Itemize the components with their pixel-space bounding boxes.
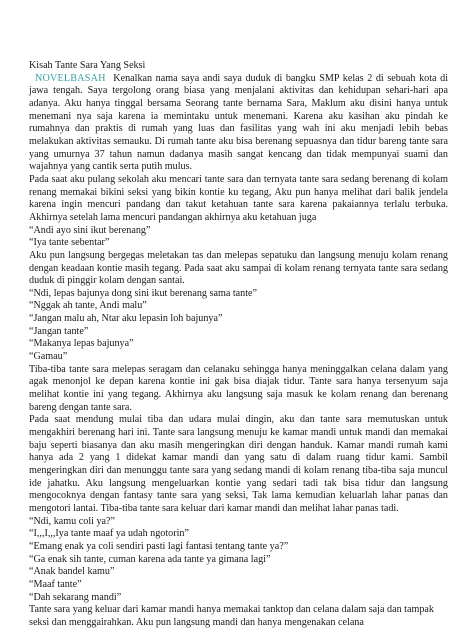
paragraph: “I,,,I,,,Iya tante maaf ya udah ngotorin” [29,528,189,540]
paragraph: “Dah sekarang mandi” [29,591,122,603]
paragraph: “Ndi, lepas bajunya dong sini ikut berenang sama tante” [29,287,258,299]
paragraph: “Makanya lepas bajunya” [29,338,134,350]
paragraph: Pada saat aku pulang sekolah aku mencari tante sara dan ternyata tante sara sedang berenang di kolam renang memakai bikini seksi yang bikin kontie ku tegang, Aku pun hanya melihat dari balik jendela karena ingin mencuri pandang dan takut ketahuan tante sara karena pakaiannya terlalu terbuka. Akhirnya setelah lama mencuri pandangan akhirnya aku ketahuan juga [29,173,448,223]
paragraph: “Gamau” [29,351,68,363]
paragraph-intro [29,73,448,174]
paragraph: “Jangan tante” [29,325,89,337]
document-title: Kisah Tante Sara Yang Seksi [29,60,146,71]
paragraph: “Andi ayo sini ikut berenang” [29,224,151,236]
paragraph: “Iya tante sebentar” [29,237,110,249]
paragraph: “Jangan malu ah, Ntar aku lepasin loh bajunya” [29,313,223,325]
paragraph: Tiba-tiba tante sara melepas seragam dan celanaku sehingga hanya meninggalkan celana dalam yang agak menonjol ke depan karena kontie ini gak bisa diajak tidur. Tante sara hanya tersenyum saja melihat kontie ini yang tegang. Akhirnya aku langsung saja masuk ke kolam renang dan berenang bareng dengan tante sara. [29,363,448,413]
paragraph: Aku pun langsung bergegas meletakan tas dan melepas sepatuku dan langsung menuju kolam renang dengan keadaan kontie masih tegang. Pada saat aku sampai di kolam renang ternyata tante sara sedang duduk di pinggir kolam dengan santai. [29,249,448,287]
paragraph: “Nggak ah tante, Andi malu” [29,300,147,312]
document-body [29,174,448,630]
paragraph: “Ndi, kamu coli ya?” [29,515,116,527]
paragraph-intro-text: Kenalkan nama saya andi saya duduk di bangku SMP kelas 2 di sebuah kota di jawa tengah. Saya tergolong orang biasa yang menjalani aktivitas dan kehidupan sehari-hari apa adanya. Aku hanya tinggal bersama Seorang tante bernama Sara, Maklum aku disini hanya untuk menemani nya saja karena ia memintaku untuk menemani. Karena aku kasihan aku pindah ke rumahnya dan praktis di rumah yang luas dan fasilitas yang wah ini aku menjadi lebih bebas melakukan aktivitas semauku. Di rumah tante aku bisa berenang sepuasnya dan tidur bareng tante sara yang umurnya 37 tahun namun dadanya masih sangat kencang dan tidak mempunyai suami dan wajahnya yang cantik serta putih mulus. [29,72,449,173]
paragraph: Pada saat mendung mulai tiba dan udara mulai dingin, aku dan tante sara memutuskan untuk mengakhiri berenang hari ini. Tante sara langsung menuju ke kamar mandi untuk mandi dan memakai baju seperti biasanya dan aku masih mengeringkan diri dengan handuk. Kamar mandi rumah kami hanya ada 2 yang 1 didekat kamar mandi dan yang satu di dalam ruang tidur kami. Sambil mengeringkan diri dan menunggu tante sara yang sedang mandi di kolam renang tiba-tiba saja muncul ide jahatku. Aku langsung mengeluarkan kontie yang sedari tadi tak bisa tidur dan langsung mengocoknya dengan fantasy tante sara yang seksi, Tak lama kemudian keluarlah lahar panas dan mengotori lantai. Tiba-tiba tante sara keluar dari kamar mandi dan melihat lahar panas tadi. [29,414,448,514]
paragraph: “Maaf tante” [29,578,82,590]
paragraph: Tante sara yang keluar dari kamar mandi hanya memakai tanktop dan celana dalam saja dan tampak seksi dan menggairahkan. Aku pun langsung mandi dan hanya mengenakan celana [29,604,434,628]
brand-watermark: NOVELBASAH [35,72,106,84]
paragraph: “Anak bandel kamu” [29,566,115,578]
paragraph: “Ga enak sih tante, cuman karena ada tante ya gimana lagi” [29,553,271,565]
paragraph: “Emang enak ya coli sendiri pasti lagi fantasi tentang tante ya?” [29,540,289,552]
